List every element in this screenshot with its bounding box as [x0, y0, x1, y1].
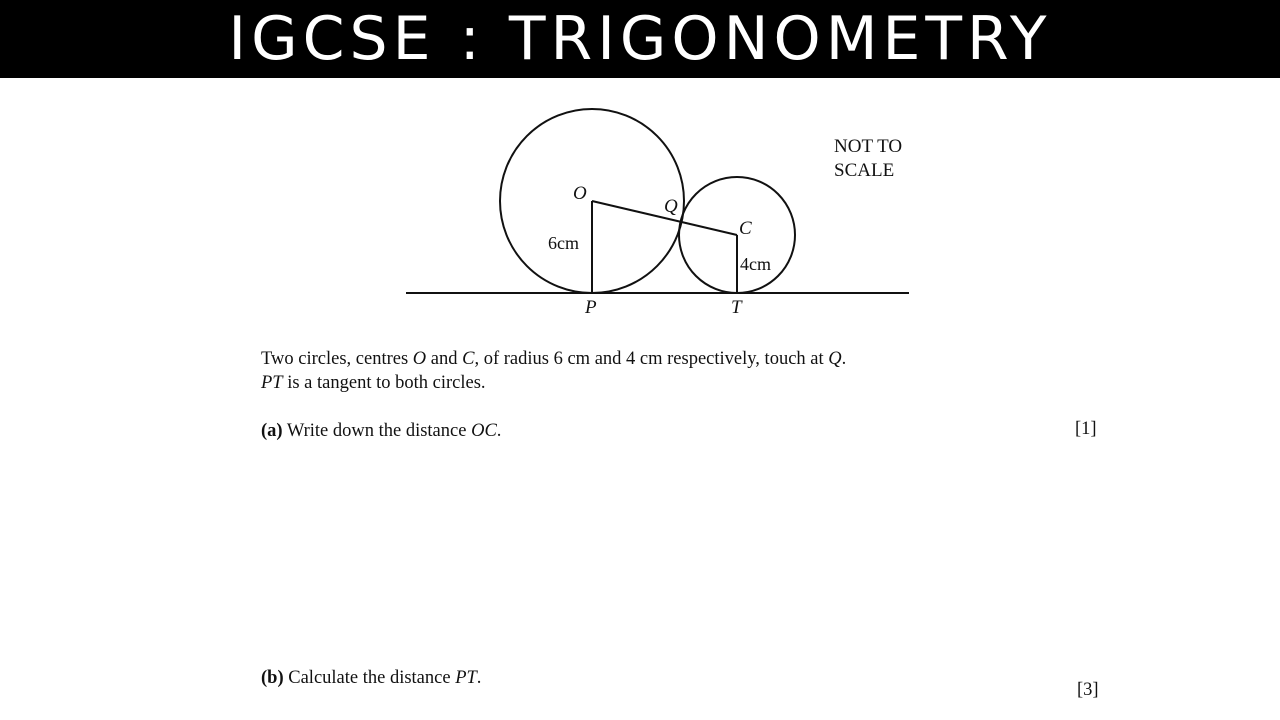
part-a-var: OC: [471, 421, 497, 441]
intro-text: is a tangent to both circles.: [282, 373, 486, 393]
label-radius-6cm: 6cm: [548, 233, 579, 253]
part-a-end: .: [496, 421, 502, 441]
intro-text: , of radius 6 cm and 4 cm respectively, touch at: [474, 349, 829, 369]
part-a-label: (a): [261, 421, 283, 441]
part-b-text: Calculate the distance: [283, 668, 456, 688]
part-a-text: Write down the distance: [282, 421, 472, 441]
intro-text: Two circles, centres: [261, 349, 413, 369]
intro-var-o: O: [412, 349, 427, 369]
page-title: IGCSE : TRIGONOMETRY: [228, 4, 1052, 74]
part-b-marks: [3]: [1077, 680, 1099, 700]
intro-var-q: Q: [828, 349, 842, 369]
label-q: Q: [664, 196, 678, 217]
label-p: P: [585, 297, 597, 318]
intro-var-pt: PT: [261, 373, 283, 393]
part-b-end: .: [476, 668, 482, 688]
label-c: C: [739, 218, 752, 239]
label-t: T: [731, 297, 742, 318]
circles-diagram: [0, 0, 1280, 330]
part-b-var: PT: [455, 668, 477, 688]
question-intro-line1: [261, 347, 846, 371]
part-a-question: [261, 419, 501, 443]
label-radius-4cm: 4cm: [740, 254, 771, 274]
question-intro-line2: [261, 371, 486, 395]
intro-text: .: [841, 349, 847, 369]
not-to-scale-line1: NOT TO: [834, 136, 903, 157]
intro-text: and: [426, 349, 463, 369]
part-a-marks: [1]: [1075, 419, 1097, 439]
intro-var-c: C: [462, 349, 475, 369]
not-to-scale-line2: SCALE: [834, 160, 895, 181]
part-b-label: (b): [261, 668, 284, 688]
label-o: O: [573, 183, 587, 204]
part-b-question: [261, 666, 481, 690]
